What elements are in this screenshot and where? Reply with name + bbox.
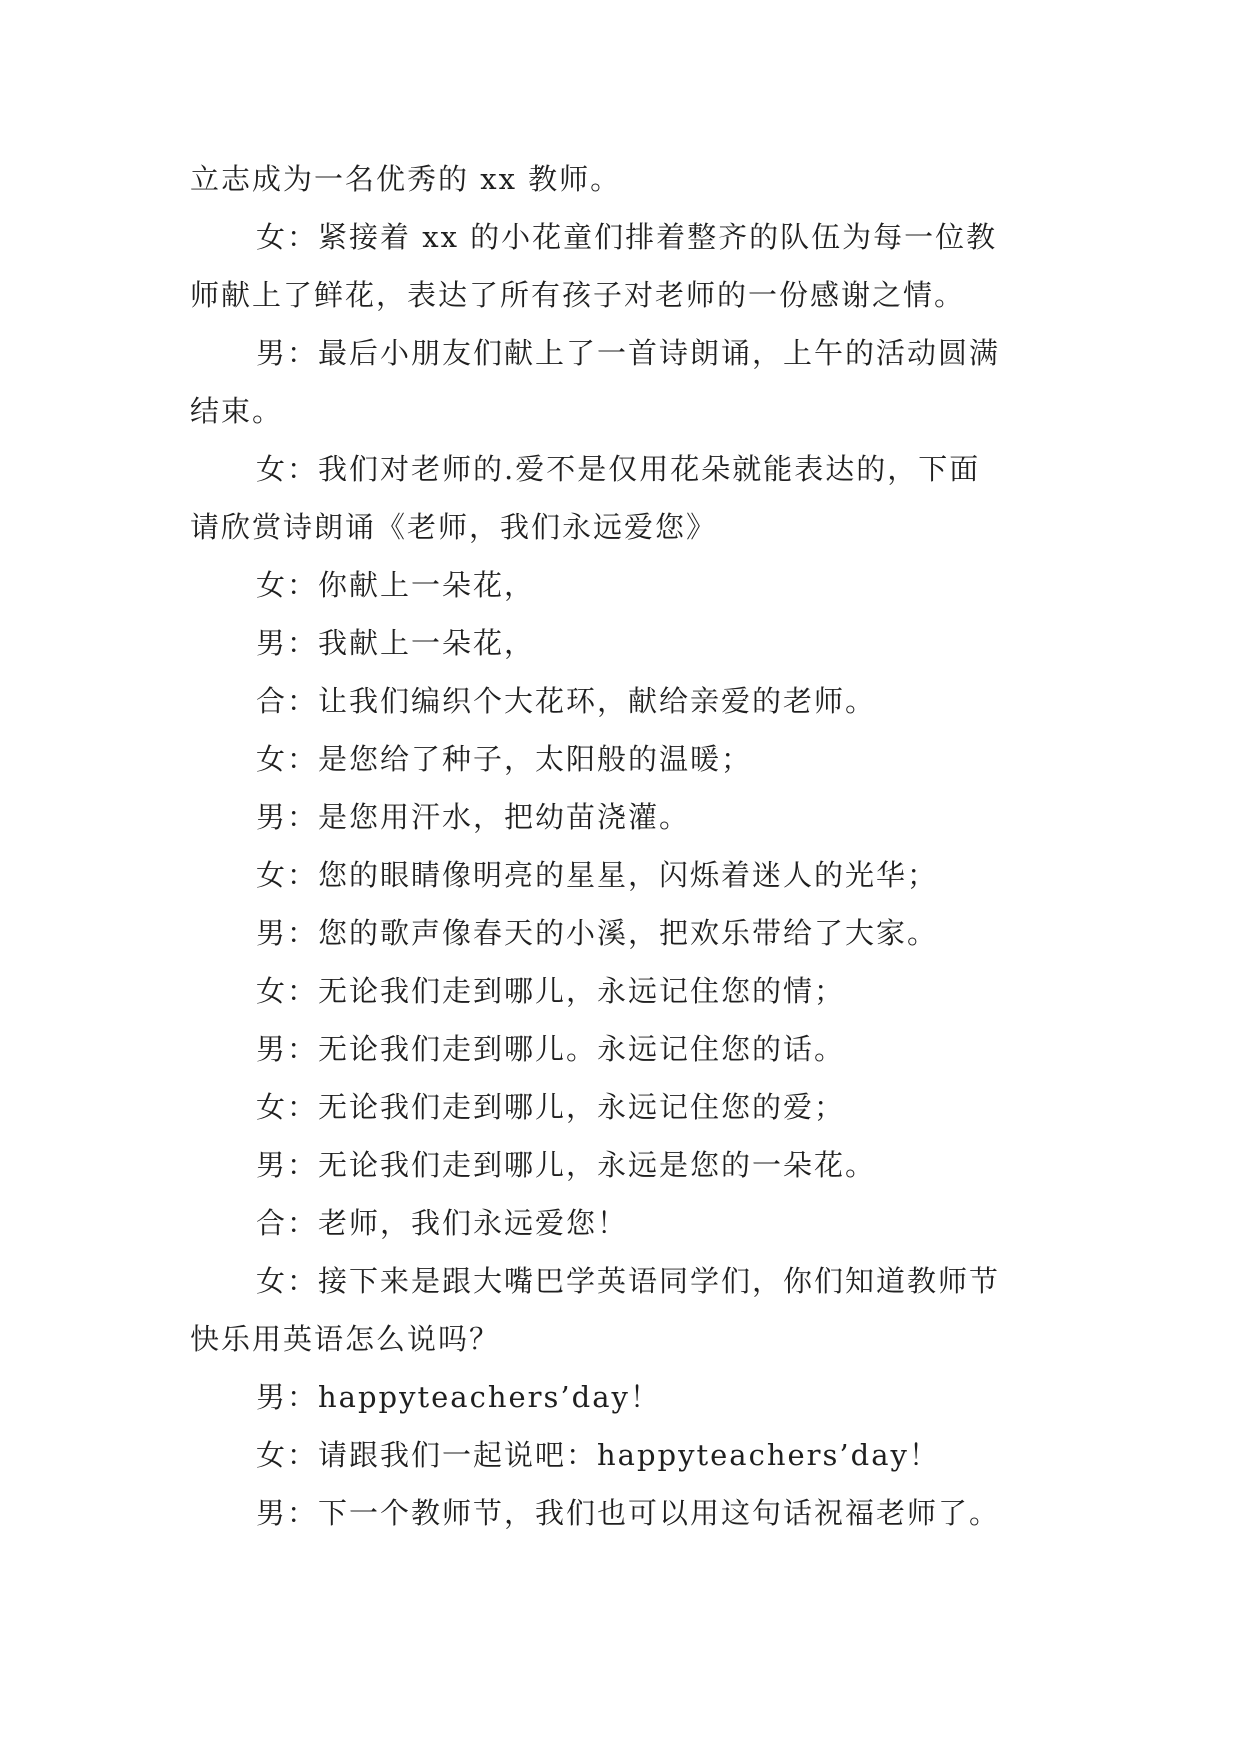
text-line: 女：无论我们走到哪儿，永远记住您的爱；	[256, 1090, 846, 1124]
text-line: 师献上了鲜花，表达了所有孩子对老师的一份感谢之情。	[190, 278, 966, 312]
text-line: 女：我们对老师的.爱不是仅用花朵就能表达的，下面	[256, 452, 981, 486]
text-line: 男：我献上一朵花，	[256, 626, 536, 660]
text-line: 结束。	[190, 394, 284, 428]
text-line: 女：紧接着 xx 的小花童们排着整齐的队伍为每一位教	[256, 220, 998, 254]
text-line: 男：happyteachers’day！	[256, 1380, 661, 1414]
text-line: 男：是您用汗水，把幼苗浇灌。	[256, 800, 691, 834]
text-line: 男：您的歌声像春天的小溪，把欢乐带给了大家。	[256, 916, 939, 950]
text-line: 快乐用英语怎么说吗？	[190, 1322, 501, 1356]
document-body	[190, 157, 1070, 1549]
text-line: 女：无论我们走到哪儿，永远记住您的情；	[256, 974, 846, 1008]
text-line: 立志成为一名优秀的 xx 教师。	[190, 162, 622, 196]
text-line: 男：下一个教师节，我们也可以用这句话祝福老师了。	[256, 1496, 1001, 1530]
text-line: 男：最后小朋友们献上了一首诗朗诵，上午的活动圆满	[256, 336, 1001, 370]
text-line: 女：是您给了种子，太阳般的温暖；	[256, 742, 753, 776]
text-line: 女：请跟我们一起说吧：happyteachers’day！	[256, 1438, 940, 1472]
text-line: 请欣赏诗朗诵《老师，我们永远爱您》	[190, 510, 718, 544]
text-line: 男：无论我们走到哪儿，永远是您的一朵花。	[256, 1148, 877, 1182]
text-line: 女：接下来是跟大嘴巴学英语同学们，你们知道教师节	[256, 1264, 1001, 1298]
text-line: 女：您的眼睛像明亮的星星，闪烁着迷人的光华；	[256, 858, 939, 892]
text-line: 合：老师，我们永远爱您！	[256, 1206, 629, 1240]
text-line: 女：你献上一朵花，	[256, 568, 536, 602]
text-line: 合：让我们编织个大花环，献给亲爱的老师。	[256, 684, 877, 718]
text-line: 男：无论我们走到哪儿。永远记住您的话。	[256, 1032, 846, 1066]
